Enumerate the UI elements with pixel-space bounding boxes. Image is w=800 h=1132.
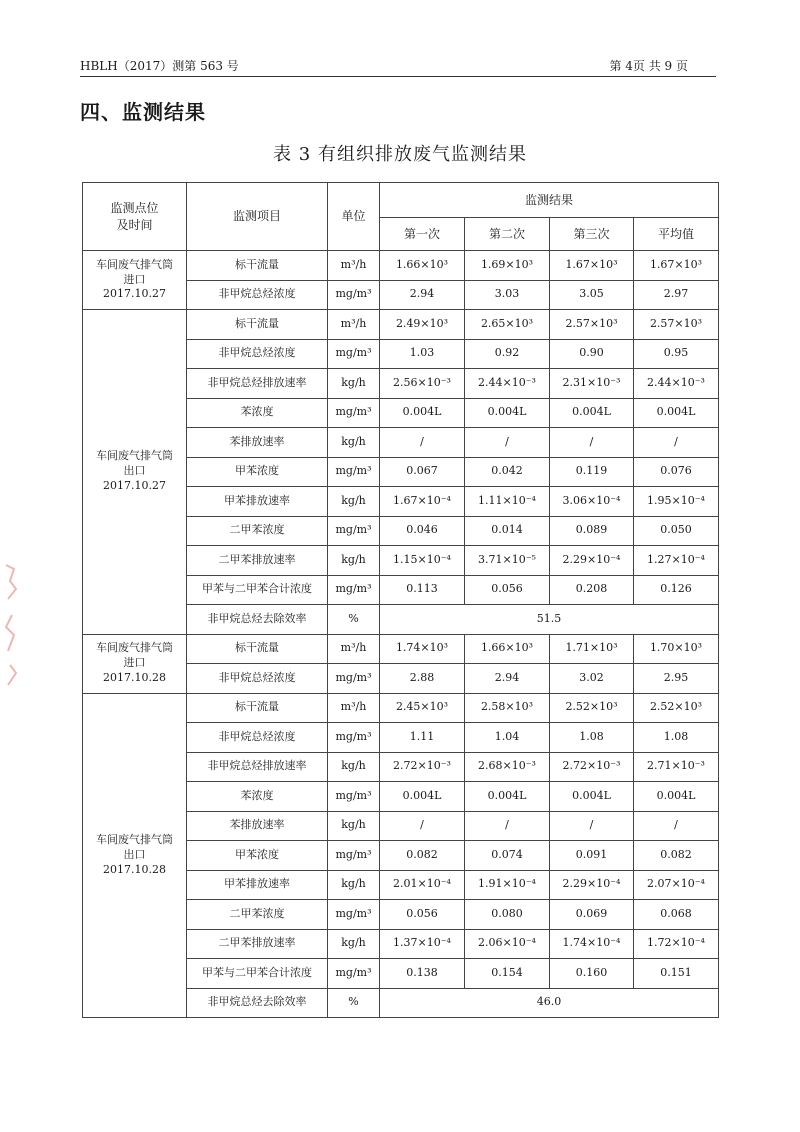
item-cell: 甲苯与二甲苯合计浓度 xyxy=(187,575,328,605)
result-average-cell: 1.95×10⁻⁴ xyxy=(634,487,719,517)
result-average-cell: 0.126 xyxy=(634,575,719,605)
result-second-cell: 3.03 xyxy=(465,280,550,310)
item-cell: 甲苯浓度 xyxy=(187,841,328,871)
result-first-cell: 2.45×10³ xyxy=(380,693,465,723)
result-second-cell: 0.080 xyxy=(465,900,550,930)
result-average-cell: 2.71×10⁻³ xyxy=(634,752,719,782)
result-second-cell: 2.68×10⁻³ xyxy=(465,752,550,782)
result-third-cell: 3.02 xyxy=(550,664,634,694)
unit-cell: mg/m³ xyxy=(328,339,380,369)
merged-result-cell: 51.5 xyxy=(380,605,719,635)
result-first-cell: 0.004L xyxy=(380,398,465,428)
result-second-cell: 1.66×10³ xyxy=(465,634,550,664)
result-third-cell: / xyxy=(550,811,634,841)
location-cell: 车间废气排气筒 出口 2017.10.27 xyxy=(83,310,187,635)
item-cell: 二甲苯排放速率 xyxy=(187,546,328,576)
result-first-cell: 0.138 xyxy=(380,959,465,989)
result-average-cell: 0.004L xyxy=(634,398,719,428)
result-average-cell: 1.72×10⁻⁴ xyxy=(634,929,719,959)
result-first-cell: 0.056 xyxy=(380,900,465,930)
result-first-cell: 2.49×10³ xyxy=(380,310,465,340)
unit-cell: mg/m³ xyxy=(328,398,380,428)
item-cell: 非甲烷总烃浓度 xyxy=(187,339,328,369)
unit-cell: mg/m³ xyxy=(328,723,380,753)
result-average-cell: 2.52×10³ xyxy=(634,693,719,723)
col-average-header: 平均值 xyxy=(634,218,719,251)
page-header xyxy=(80,54,716,77)
result-average-cell: 1.67×10³ xyxy=(634,251,719,281)
result-third-cell: 0.119 xyxy=(550,457,634,487)
result-average-cell: / xyxy=(634,428,719,458)
item-cell: 非甲烷总烃浓度 xyxy=(187,280,328,310)
unit-cell: mg/m³ xyxy=(328,664,380,694)
result-first-cell: 1.37×10⁻⁴ xyxy=(380,929,465,959)
result-average-cell: 0.004L xyxy=(634,782,719,812)
item-cell: 苯浓度 xyxy=(187,398,328,428)
result-third-cell: 0.004L xyxy=(550,398,634,428)
location-cell: 车间废气排气筒 出口 2017.10.28 xyxy=(83,693,187,1018)
result-second-cell: 0.074 xyxy=(465,841,550,871)
col-third-header: 第三次 xyxy=(550,218,634,251)
result-second-cell: 2.58×10³ xyxy=(465,693,550,723)
unit-cell: mg/m³ xyxy=(328,900,380,930)
unit-cell: % xyxy=(328,988,380,1018)
result-third-cell: 0.160 xyxy=(550,959,634,989)
item-cell: 苯浓度 xyxy=(187,782,328,812)
item-cell: 苯排放速率 xyxy=(187,811,328,841)
result-average-cell: 1.27×10⁻⁴ xyxy=(634,546,719,576)
result-third-cell: 1.08 xyxy=(550,723,634,753)
result-second-cell: 0.056 xyxy=(465,575,550,605)
result-average-cell: 2.57×10³ xyxy=(634,310,719,340)
report-number: HBLH（2017）测第 563 号 xyxy=(80,59,239,73)
col-location-header: 监测点位 及时间 xyxy=(83,183,187,251)
result-second-cell: 0.004L xyxy=(465,398,550,428)
item-cell: 非甲烷总烃排放速率 xyxy=(187,752,328,782)
result-third-cell: 2.29×10⁻⁴ xyxy=(550,546,634,576)
result-average-cell: / xyxy=(634,811,719,841)
item-cell: 二甲苯浓度 xyxy=(187,516,328,546)
unit-cell: mg/m³ xyxy=(328,280,380,310)
item-cell: 非甲烷总烃浓度 xyxy=(187,664,328,694)
unit-cell: mg/m³ xyxy=(328,575,380,605)
result-average-cell: 2.95 xyxy=(634,664,719,694)
result-third-cell: 2.72×10⁻³ xyxy=(550,752,634,782)
result-second-cell: 1.69×10³ xyxy=(465,251,550,281)
result-second-cell: / xyxy=(465,811,550,841)
result-average-cell: 2.44×10⁻³ xyxy=(634,369,719,399)
result-second-cell: 1.11×10⁻⁴ xyxy=(465,487,550,517)
result-first-cell: 1.66×10³ xyxy=(380,251,465,281)
merged-result-cell: 46.0 xyxy=(380,988,719,1018)
item-cell: 甲苯与二甲苯合计浓度 xyxy=(187,959,328,989)
result-second-cell: 1.91×10⁻⁴ xyxy=(465,870,550,900)
result-third-cell: 2.57×10³ xyxy=(550,310,634,340)
result-first-cell: / xyxy=(380,428,465,458)
unit-cell: m³/h xyxy=(328,693,380,723)
result-average-cell: 0.050 xyxy=(634,516,719,546)
table-row xyxy=(83,693,719,723)
item-cell: 二甲苯浓度 xyxy=(187,900,328,930)
result-third-cell: 0.208 xyxy=(550,575,634,605)
location-cell: 车间废气排气筒 进口 2017.10.28 xyxy=(83,634,187,693)
result-third-cell: 0.091 xyxy=(550,841,634,871)
result-second-cell: 0.042 xyxy=(465,457,550,487)
result-third-cell: 0.004L xyxy=(550,782,634,812)
col-second-header: 第二次 xyxy=(465,218,550,251)
unit-cell: mg/m³ xyxy=(328,457,380,487)
unit-cell: kg/h xyxy=(328,752,380,782)
unit-cell: % xyxy=(328,605,380,635)
result-first-cell: 0.113 xyxy=(380,575,465,605)
unit-cell: m³/h xyxy=(328,251,380,281)
result-average-cell: 2.97 xyxy=(634,280,719,310)
result-second-cell: 0.014 xyxy=(465,516,550,546)
col-first-header: 第一次 xyxy=(380,218,465,251)
result-second-cell: 2.06×10⁻⁴ xyxy=(465,929,550,959)
result-third-cell: 3.05 xyxy=(550,280,634,310)
result-third-cell: 3.06×10⁻⁴ xyxy=(550,487,634,517)
result-second-cell: 2.94 xyxy=(465,664,550,694)
result-first-cell: 2.94 xyxy=(380,280,465,310)
item-cell: 标干流量 xyxy=(187,693,328,723)
item-cell: 甲苯浓度 xyxy=(187,457,328,487)
result-second-cell: 0.004L xyxy=(465,782,550,812)
result-first-cell: 2.56×10⁻³ xyxy=(380,369,465,399)
table-body xyxy=(83,251,719,1018)
result-first-cell: 0.082 xyxy=(380,841,465,871)
result-first-cell: 2.72×10⁻³ xyxy=(380,752,465,782)
result-second-cell: 0.92 xyxy=(465,339,550,369)
result-first-cell: 1.67×10⁻⁴ xyxy=(380,487,465,517)
item-cell: 非甲烷总烃去除效率 xyxy=(187,605,328,635)
unit-cell: mg/m³ xyxy=(328,782,380,812)
result-second-cell: 1.04 xyxy=(465,723,550,753)
unit-cell: kg/h xyxy=(328,546,380,576)
result-average-cell: 0.151 xyxy=(634,959,719,989)
item-cell: 标干流量 xyxy=(187,310,328,340)
result-third-cell: / xyxy=(550,428,634,458)
location-cell: 车间废气排气筒 进口 2017.10.27 xyxy=(83,251,187,310)
result-first-cell: 1.03 xyxy=(380,339,465,369)
page-number: 第 4页 共 9 页 xyxy=(609,59,688,73)
unit-cell: kg/h xyxy=(328,811,380,841)
table-caption: 表 3 有组织排放废气监测结果 xyxy=(273,144,527,165)
result-first-cell: 1.74×10³ xyxy=(380,634,465,664)
monitoring-results-table xyxy=(82,182,719,1018)
result-third-cell: 1.74×10⁻⁴ xyxy=(550,929,634,959)
item-cell: 苯排放速率 xyxy=(187,428,328,458)
result-average-cell: 1.70×10³ xyxy=(634,634,719,664)
result-first-cell: / xyxy=(380,811,465,841)
result-third-cell: 0.089 xyxy=(550,516,634,546)
unit-cell: m³/h xyxy=(328,634,380,664)
result-third-cell: 2.52×10³ xyxy=(550,693,634,723)
col-item-header: 监测项目 xyxy=(187,183,328,251)
result-third-cell: 0.90 xyxy=(550,339,634,369)
unit-cell: mg/m³ xyxy=(328,959,380,989)
result-second-cell: 3.71×10⁻⁵ xyxy=(465,546,550,576)
result-second-cell: 0.154 xyxy=(465,959,550,989)
item-cell: 非甲烷总烃浓度 xyxy=(187,723,328,753)
item-cell: 非甲烷总烃去除效率 xyxy=(187,988,328,1018)
result-first-cell: 1.15×10⁻⁴ xyxy=(380,546,465,576)
result-average-cell: 0.95 xyxy=(634,339,719,369)
col-results-header: 监测结果 xyxy=(380,183,719,218)
result-first-cell: 0.004L xyxy=(380,782,465,812)
result-first-cell: 0.046 xyxy=(380,516,465,546)
unit-cell: mg/m³ xyxy=(328,841,380,871)
result-average-cell: 2.07×10⁻⁴ xyxy=(634,870,719,900)
unit-cell: mg/m³ xyxy=(328,516,380,546)
result-first-cell: 2.88 xyxy=(380,664,465,694)
result-average-cell: 0.082 xyxy=(634,841,719,871)
result-third-cell: 1.71×10³ xyxy=(550,634,634,664)
result-first-cell: 2.01×10⁻⁴ xyxy=(380,870,465,900)
result-second-cell: 2.44×10⁻³ xyxy=(465,369,550,399)
item-cell: 非甲烷总烃排放速率 xyxy=(187,369,328,399)
result-third-cell: 2.29×10⁻⁴ xyxy=(550,870,634,900)
result-second-cell: / xyxy=(465,428,550,458)
unit-cell: kg/h xyxy=(328,929,380,959)
item-cell: 标干流量 xyxy=(187,251,328,281)
item-cell: 甲苯排放速率 xyxy=(187,487,328,517)
item-cell: 二甲苯排放速率 xyxy=(187,929,328,959)
result-average-cell: 1.08 xyxy=(634,723,719,753)
result-first-cell: 0.067 xyxy=(380,457,465,487)
result-third-cell: 2.31×10⁻³ xyxy=(550,369,634,399)
result-first-cell: 1.11 xyxy=(380,723,465,753)
result-third-cell: 1.67×10³ xyxy=(550,251,634,281)
col-unit-header: 单位 xyxy=(328,183,380,251)
table-row xyxy=(83,251,719,281)
result-second-cell: 2.65×10³ xyxy=(465,310,550,340)
unit-cell: m³/h xyxy=(328,310,380,340)
item-cell: 甲苯排放速率 xyxy=(187,870,328,900)
unit-cell: kg/h xyxy=(328,487,380,517)
result-average-cell: 0.076 xyxy=(634,457,719,487)
item-cell: 标干流量 xyxy=(187,634,328,664)
unit-cell: kg/h xyxy=(328,369,380,399)
seal-stamp-fragment xyxy=(0,555,22,695)
result-average-cell: 0.068 xyxy=(634,900,719,930)
unit-cell: kg/h xyxy=(328,428,380,458)
table-row xyxy=(83,310,719,340)
unit-cell: kg/h xyxy=(328,870,380,900)
section-title: 四、监测结果 xyxy=(80,100,206,124)
result-third-cell: 0.069 xyxy=(550,900,634,930)
table-row xyxy=(83,634,719,664)
